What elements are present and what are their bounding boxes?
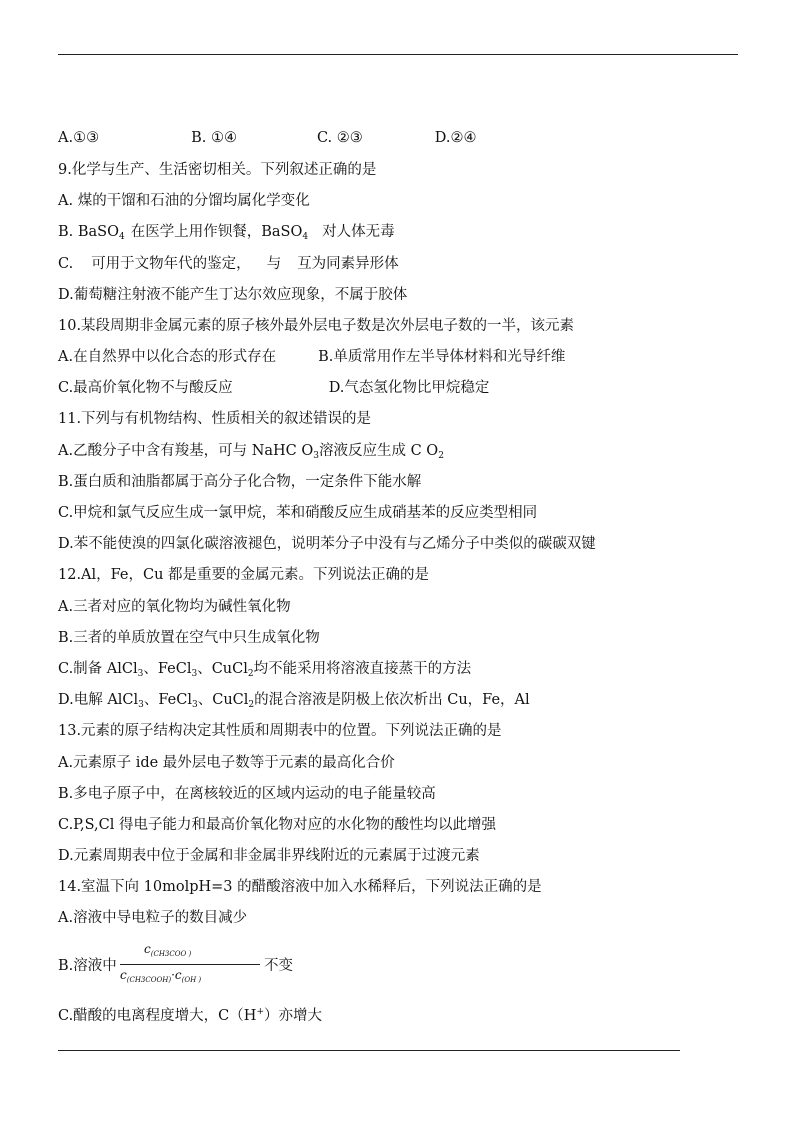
q14-fraction-denominator: $c_{(CH3COOH)}\cdot c_{(OH )}$ [120, 968, 202, 984]
q13-option-a: A.元素原子 ide 最外层电子数等于元素的最高化合价 [58, 755, 395, 771]
q13-option-d: D.元素周期表中位于金属和非金属非界线附近的元素属于过渡元素 [58, 848, 480, 864]
q14-option-a: A.溶液中导电粒子的数目减少 [58, 910, 248, 926]
q9-option-b: B. BaSO$_4$ 在医学上用作钡餐，BaSO$_4$ 对人体无毒 [58, 224, 395, 242]
q9-option-d: D.葡萄糖注射液不能产生丁达尔效应现象，不属于胶体 [58, 287, 408, 303]
q14-fraction-numerator: $c_{(CH3COO )}$ [144, 942, 192, 958]
q13-option-c: C.P,S,Cl 得电子能力和最高价氧化物对应的水化物的酸性均以此增强 [58, 817, 496, 833]
q13-option-b: B.多电子原子中，在离核较近的区域内运动的电子能量较高 [58, 786, 436, 802]
q10-option-a: A.在自然界中以化合态的形式存在 [58, 349, 277, 365]
q12-option-a: A.三者对应的氧化物均为碱性氧化物 [58, 599, 291, 615]
q8-option-a: A.①③ [58, 130, 100, 146]
q12-option-b: B.三者的单质放置在空气中只生成氧化物 [58, 630, 320, 646]
q9-stem: 9.化学与生产、生活密切相关。下列叙述正确的是 [58, 162, 377, 178]
q11-option-d: D.苯不能使溴的四氯化碳溶液褪色，说明苯分子中没有与乙烯分子中类似的碳碳双键 [58, 536, 596, 552]
q8-option-b: B. ①④ [191, 130, 237, 146]
q14-option-b [58, 942, 298, 992]
q12-stem: 12.Al，Fe，Cu 都是重要的金属元素。下列说法正确的是 [58, 567, 430, 583]
q11-option-a: A.乙酸分子中含有羧基，可与 NaHC $O_3$溶液反应生成 C $O_2$ [58, 443, 444, 461]
q8-options [58, 128, 476, 148]
q8-option-d: D.②④ [434, 130, 477, 146]
q14-option-b-prefix: B.溶液中 [58, 958, 117, 974]
q10-stem: 10.某段周期非金属元素的原子核外最外层电子数是次外层电子数的一半，该元素 [58, 318, 575, 334]
footer-rule [58, 1050, 680, 1051]
q10-option-d: D.气态氢化物比甲烷稳定 [328, 380, 490, 396]
header-rule [58, 54, 738, 55]
q14-fraction-bar [120, 964, 260, 965]
q12-option-d: D.电解 AlCl$_3$、FeCl$_3$、CuCl$_2$的混合溶液是阴极上依次析出 Cu，Fe，Al [58, 692, 530, 710]
q14-option-b-suffix: 不变 [264, 958, 293, 974]
q13-stem: 13.元素的原子结构决定其性质和周期表中的位置。下列说法正确的是 [58, 723, 502, 739]
q14-option-c: C.醋酸的电离程度增大，C（H+）亦增大 [58, 1007, 322, 1024]
q12-option-c: C.制备 AlCl$_3$、FeCl$_3$、CuCl$_2$均不能采用将溶液直接蒸干的方法 [58, 661, 472, 679]
q14-stem: 14.室温下向 10molpH=3 的醋酸溶液中加入水稀释后，下列说法正确的是 [58, 879, 542, 895]
q9-option-a: A. 煤的干馏和石油的分馏均属化学变化 [58, 193, 310, 209]
q10-option-c: C.最高价氧化物不与酸反应 [58, 380, 233, 396]
q8-option-c: C. ②③ [316, 130, 363, 146]
q10-option-b: B.单质常用作左半导体材料和光导纤维 [318, 349, 566, 365]
q11-option-b: B.蛋白质和油脂都属于高分子化合物，一定条件下能水解 [58, 474, 422, 490]
q11-stem: 11.下列与有机物结构、性质相关的叙述错误的是 [58, 411, 372, 427]
q9-option-c: C. 可用于文物年代的鉴定， 与 互为同素异形体 [58, 256, 399, 272]
q10-options-cd [58, 378, 489, 398]
q10-options-ab [58, 347, 565, 367]
q11-option-c: C.甲烷和氯气反应生成一氯甲烷，苯和硝酸反应生成硝基苯的反应类型相同 [58, 505, 538, 521]
